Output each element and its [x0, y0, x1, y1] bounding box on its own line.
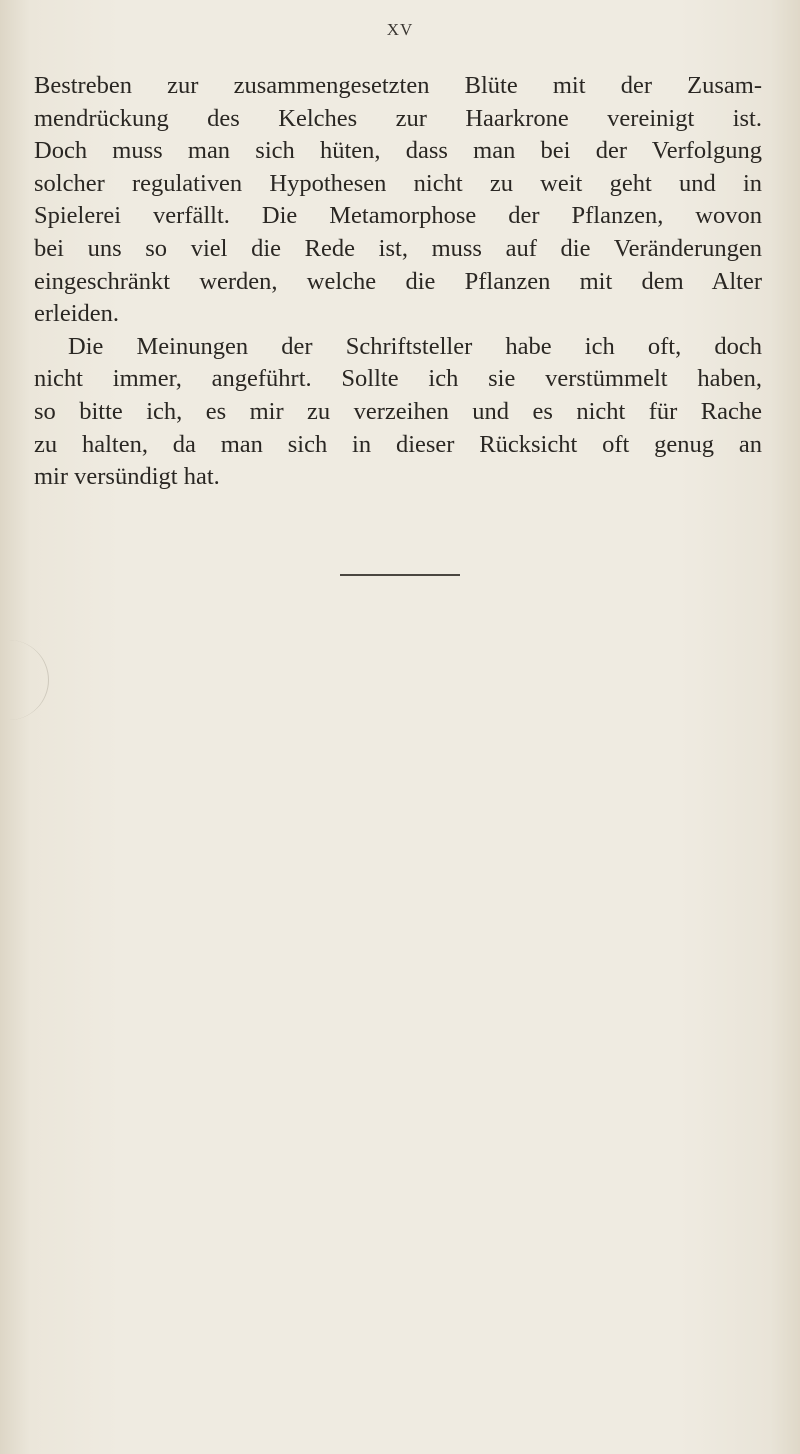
text-line: nicht immer, angeführt. Sollte ich sie verstümmelt haben, — [34, 365, 762, 393]
text-line: Doch muss man sich hüten, dass man bei der Verfolgung — [34, 137, 762, 165]
text-line: Spielerei verfällt. Die Metamorphose der Pflanzen, wovon — [34, 202, 762, 230]
text-line: mendrückung des Kelches zur Haarkrone vereinigt ist. — [34, 104, 762, 132]
text-line: solcher regulativen Hypothesen nicht zu weit geht und in — [34, 169, 762, 197]
text-line: erleiden. — [34, 300, 120, 328]
text-line: bei uns so viel die Rede ist, muss auf die Veränderungen — [34, 234, 762, 262]
paragraph-1 — [34, 70, 762, 331]
paper-stain — [2, 640, 49, 720]
text-line: eingeschränkt werden, welche die Pflanzen mit dem Alter — [34, 267, 762, 295]
page-number: XV — [386, 20, 414, 39]
text-line: Bestreben zur zusammengesetzten Blüte mit der Zusam- — [34, 72, 762, 99]
paragraph-2 — [34, 331, 762, 494]
text-line: mir versündigt hat. — [34, 463, 220, 491]
text-line: so bitte ich, es mir zu verzeihen und es nicht für Rache — [34, 397, 762, 425]
body-text — [34, 70, 762, 494]
text-line: zu halten, da man sich in dieser Rücksicht oft genug an — [34, 430, 762, 458]
section-divider — [340, 574, 460, 576]
text-line: Die Meinungen der Schriftsteller habe ich oft, doch — [68, 332, 762, 360]
